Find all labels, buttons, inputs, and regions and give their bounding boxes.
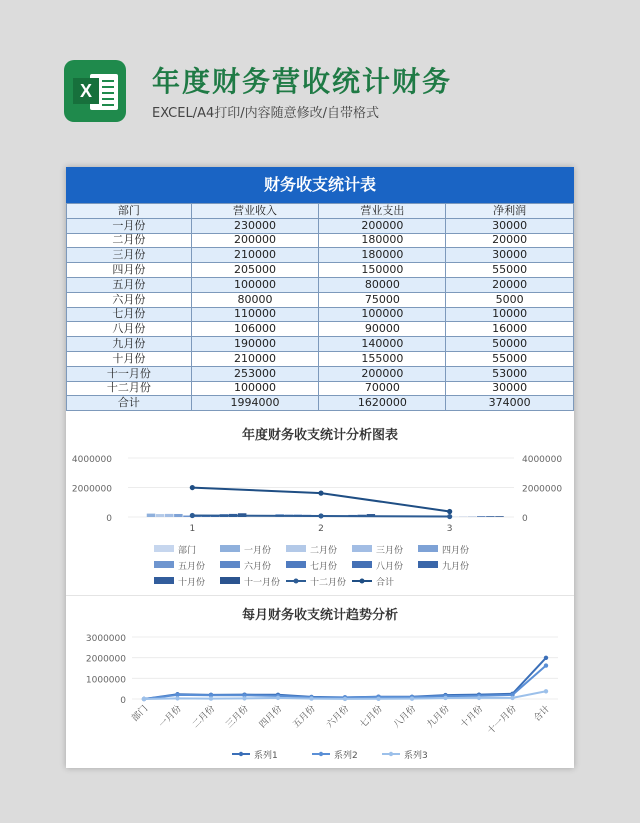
table-row	[67, 277, 574, 292]
table-cell: 90000	[319, 322, 446, 337]
table-cell: 20000	[446, 277, 574, 292]
table-cell: 80000	[191, 292, 319, 307]
x-tick-label: 六月份	[324, 704, 352, 731]
x-tick-label: 2	[318, 524, 324, 534]
table-cell: 16000	[446, 322, 574, 337]
y-tick-label: 3000000	[85, 634, 126, 644]
legend-label: 七月份	[310, 562, 338, 572]
table-cell: 六月份	[67, 292, 192, 307]
legend-label: 六月份	[244, 562, 272, 572]
x-tick-label: 四月份	[257, 704, 285, 731]
line-point	[318, 491, 323, 496]
line-point	[376, 697, 380, 701]
page-title: 年度财务营收统计财务	[152, 65, 453, 98]
legend-marker	[294, 579, 299, 584]
bar	[156, 514, 165, 517]
x-tick-label: 二月份	[190, 704, 218, 731]
x-tick-label: 部门	[130, 704, 151, 724]
x-tick-label: 八月份	[391, 704, 419, 731]
table-row	[67, 351, 574, 366]
legend-swatch	[220, 577, 240, 584]
y-tick-label: 2000000	[85, 654, 126, 665]
excel-logo-icon	[64, 60, 126, 122]
table-row	[67, 248, 574, 263]
bar	[165, 514, 174, 517]
table-title: 财务收支统计表	[66, 167, 574, 203]
legend-label: 系列2	[334, 751, 358, 761]
table-row	[67, 396, 574, 411]
x-tick-label: 十月份	[458, 704, 486, 731]
table-cell: 三月份	[67, 248, 192, 263]
bar	[147, 514, 156, 517]
legend-swatch	[154, 577, 174, 584]
line-point	[410, 696, 414, 700]
y2-tick-label: 2000000	[522, 484, 563, 495]
legend-label: 二月份	[310, 546, 338, 556]
table-row	[67, 292, 574, 307]
line-point	[343, 697, 347, 701]
table-header-row	[67, 204, 574, 219]
table-cell: 180000	[319, 248, 446, 263]
x-tick-label: 1	[189, 524, 196, 534]
table-cell: 十一月份	[67, 366, 192, 381]
line-point	[242, 696, 246, 700]
line-point	[447, 514, 452, 519]
bar	[174, 514, 183, 517]
table-cell: 155000	[319, 351, 446, 366]
table-row	[67, 218, 574, 233]
table-cell: 210000	[191, 248, 319, 263]
bar-line-chart	[66, 417, 574, 597]
x-tick-label: 九月份	[425, 704, 452, 731]
bar	[495, 516, 504, 517]
y2-tick-label: 4000000	[522, 455, 563, 465]
table-row	[67, 307, 574, 322]
table-header-cell: 净利润	[446, 204, 574, 219]
table-cell: 150000	[319, 263, 446, 278]
y-tick-label: 4000000	[71, 455, 112, 465]
legend-label: 四月份	[442, 546, 470, 556]
legend-label: 五月份	[178, 562, 206, 572]
table-cell: 合计	[67, 396, 192, 411]
legend-marker	[389, 752, 393, 756]
table-row	[67, 366, 574, 381]
table-cell: 230000	[191, 218, 319, 233]
table-cell: 100000	[191, 381, 319, 396]
y2-tick-label: 0	[522, 514, 528, 524]
table-cell: 180000	[319, 233, 446, 248]
legend-swatch	[352, 545, 372, 552]
table-cell: 5000	[446, 292, 574, 307]
x-tick-label: 3	[446, 524, 453, 534]
legend-swatch	[220, 545, 240, 552]
legend-swatch	[286, 561, 306, 568]
table-cell: 四月份	[67, 263, 192, 278]
table-cell: 253000	[191, 366, 319, 381]
table-row	[67, 233, 574, 248]
chart-title: 每月财务收支统计趋势分析	[241, 608, 399, 623]
table-cell: 200000	[319, 366, 446, 381]
table-header-cell: 营业支出	[319, 204, 446, 219]
table-row	[67, 381, 574, 396]
table-row	[67, 337, 574, 352]
x-tick-label: 合计	[532, 704, 553, 724]
table-cell: 十二月份	[67, 381, 192, 396]
table-row	[67, 322, 574, 337]
table-cell: 210000	[191, 351, 319, 366]
line-point	[142, 697, 146, 701]
legend-label: 系列1	[254, 751, 278, 761]
table-cell: 70000	[319, 381, 446, 396]
table-cell: 八月份	[67, 322, 192, 337]
legend-marker	[319, 752, 323, 756]
table-cell: 110000	[191, 307, 319, 322]
x-tick-label: 七月份	[358, 704, 385, 731]
legend-label: 部门	[178, 546, 197, 556]
table-cell: 80000	[319, 277, 446, 292]
table-cell: 二月份	[67, 233, 192, 248]
legend-label: 十一月份	[244, 578, 281, 588]
x-tick-label: 三月份	[224, 704, 251, 731]
line-point	[510, 696, 514, 700]
line-point	[190, 485, 195, 490]
line-point	[443, 696, 447, 700]
legend-swatch	[286, 545, 306, 552]
table-cell: 九月份	[67, 337, 192, 352]
line-point	[447, 509, 452, 514]
legend-label: 十月份	[178, 578, 206, 588]
table-cell: 55000	[446, 351, 574, 366]
legend-marker	[360, 579, 365, 584]
table-cell: 七月份	[67, 307, 192, 322]
table-cell: 374000	[446, 396, 574, 411]
bar	[486, 516, 495, 517]
table-header-cell: 营业收入	[191, 204, 319, 219]
legend-label: 十二月份	[310, 578, 347, 588]
table-cell: 190000	[191, 337, 319, 352]
table-cell: 一月份	[67, 218, 192, 233]
legend-label: 一月份	[244, 546, 272, 556]
table-cell: 200000	[191, 233, 319, 248]
line-point	[175, 696, 179, 700]
y-tick-label: 2000000	[71, 484, 112, 495]
legend-swatch	[154, 545, 174, 552]
table-cell: 75000	[319, 292, 446, 307]
legend-label: 合计	[376, 578, 395, 588]
table-cell: 205000	[191, 263, 319, 278]
table-cell: 30000	[446, 248, 574, 263]
y-tick-label: 0	[120, 696, 126, 706]
legend-swatch	[418, 561, 438, 568]
legend-label: 八月份	[376, 562, 404, 572]
x-tick-label: 一月份	[157, 704, 184, 731]
table-cell: 十月份	[67, 351, 192, 366]
table-cell: 55000	[446, 263, 574, 278]
chart-divider	[66, 595, 574, 596]
table-cell: 53000	[446, 366, 574, 381]
table-cell: 1994000	[191, 396, 319, 411]
table-cell: 100000	[191, 277, 319, 292]
legend-marker	[239, 752, 243, 756]
legend-label: 九月份	[442, 562, 470, 572]
finance-table	[66, 203, 574, 411]
line-point	[544, 689, 548, 693]
legend-label: 三月份	[376, 546, 404, 556]
table-cell: 50000	[446, 337, 574, 352]
y-tick-label: 0	[106, 514, 112, 524]
x-tick-label: 五月份	[291, 704, 318, 731]
bar	[477, 516, 486, 517]
table-cell: 140000	[319, 337, 446, 352]
y-tick-label: 1000000	[85, 675, 126, 686]
table-cell: 20000	[446, 233, 574, 248]
line-point	[477, 696, 481, 700]
line-point	[276, 696, 280, 700]
legend-label: 系列3	[404, 751, 428, 761]
table-cell: 100000	[319, 307, 446, 322]
chart-title: 年度财务收支统计分析图表	[241, 428, 399, 443]
line-point	[318, 513, 323, 518]
x-tick-label: 十一月份	[486, 704, 519, 737]
line-point	[309, 696, 313, 700]
table-cell: 五月份	[67, 277, 192, 292]
table-row	[67, 263, 574, 278]
page-subtitle: EXCEL/A4打印/内容随意修改/自带格式	[152, 106, 380, 121]
legend-swatch	[220, 561, 240, 568]
line-point	[544, 663, 548, 667]
legend-swatch	[418, 545, 438, 552]
table-cell: 200000	[319, 218, 446, 233]
legend-swatch	[352, 561, 372, 568]
table-cell: 1620000	[319, 396, 446, 411]
excel-x-icon: X	[73, 78, 99, 104]
table-cell: 30000	[446, 218, 574, 233]
table-header-cell: 部门	[67, 204, 192, 219]
line-point	[190, 513, 195, 518]
legend-swatch	[154, 561, 174, 568]
trend-line-chart	[66, 597, 574, 768]
line-point	[544, 656, 548, 660]
table-cell: 30000	[446, 381, 574, 396]
line-point	[209, 696, 213, 700]
table-cell: 10000	[446, 307, 574, 322]
document-card	[66, 167, 574, 768]
table-cell: 106000	[191, 322, 319, 337]
